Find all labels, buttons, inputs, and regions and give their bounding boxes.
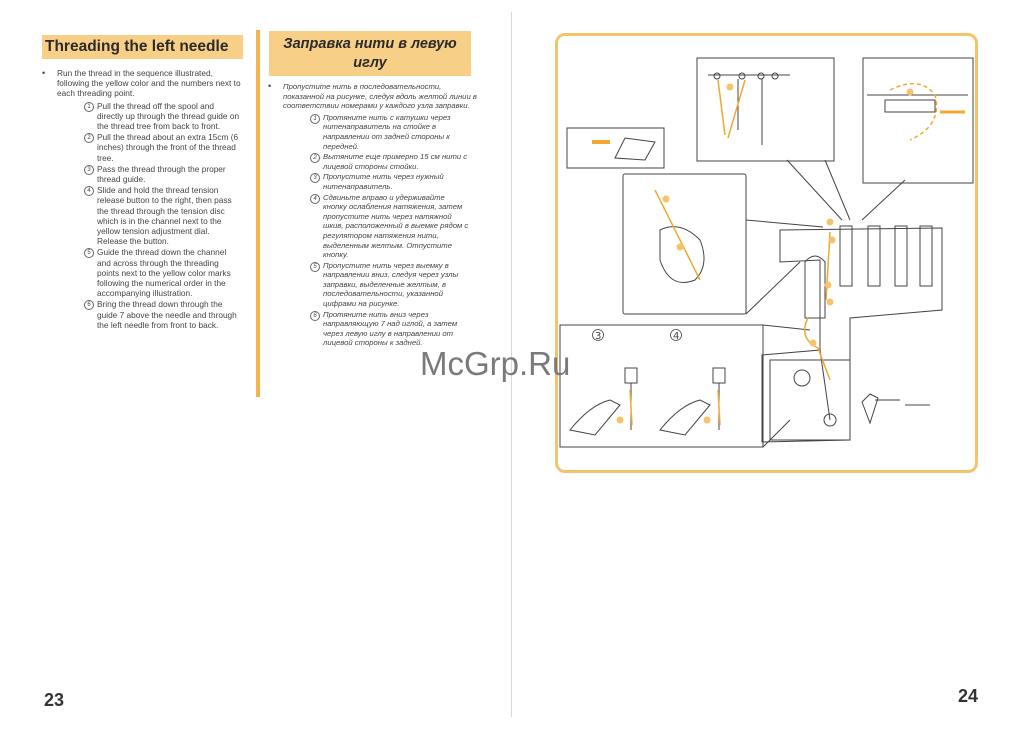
step-number-icon: 6 xyxy=(310,310,323,348)
english-title: Threading the left needle xyxy=(45,38,229,55)
step-number-icon: 6 xyxy=(84,299,97,330)
russian-step-text: Протяните нить вниз через направляющую 7 над иглой, а затем через левую иглу в направлении от лицевой стороны к задней. xyxy=(323,309,458,348)
bullet-icon: • xyxy=(268,81,272,91)
step-number-icon: 5 xyxy=(310,261,323,309)
bullet-icon: • xyxy=(42,68,46,78)
step-number-icon: 2 xyxy=(310,152,323,171)
figure-label-3: 3 xyxy=(595,331,602,342)
step-number-icon: 5 xyxy=(84,247,97,298)
russian-step-text: Протяните нить с катушки через нитенаправитель на стойке в направлении от задней стороны к передней. xyxy=(323,112,451,151)
tension-release-inset xyxy=(863,58,973,183)
russian-step-text: Вытяните еще примерно 15 см нити с лицевой стороны стойки. xyxy=(323,152,468,171)
russian-step-text: Пропустите нить через нужный нитенаправитель. xyxy=(323,172,444,191)
step-number-icon: 4 xyxy=(84,185,97,246)
step-number-icon: 4 xyxy=(310,193,323,260)
figure-label-4: 4 xyxy=(673,331,680,342)
step-number-icon: 3 xyxy=(310,172,323,191)
page-number-right: 24 xyxy=(958,686,979,706)
step-number-icon: 3 xyxy=(84,164,97,184)
english-step-text: Pass the thread through the proper thread guide. xyxy=(97,163,226,185)
step-number-icon: 2 xyxy=(84,132,97,163)
step-number-icon: 1 xyxy=(310,113,323,151)
russian-title-line1: Заправка нити в левую xyxy=(283,35,457,52)
button-inset xyxy=(567,128,664,168)
english-step-text: Bring the thread down through the guide 7 above the needle and through the left needle from front to back. xyxy=(97,299,237,330)
russian-step-text: Сдвиньте вправо и удерживайте кнопку ослабления натяжения, затем пропустите нить через натяжной шкив, расположенный в выемке рядом с регулятором натяжения нити, выделенным желтым. Отпустите кнопку. xyxy=(323,192,469,260)
russian-title-line2: иглу xyxy=(353,54,387,71)
hand-inset xyxy=(623,174,746,314)
english-step-text: Slide and hold the thread tension release button to the right, then pass the thread through the tension disc which is in the channel next to the yellow tension adjustment dial. Release the button. xyxy=(97,185,232,247)
watermark-text: McGrp.Ru xyxy=(420,345,571,382)
step-number-icon: 1 xyxy=(84,101,97,132)
english-step-text: Pull the thread off the spool and directly up through the thread guide on the thread tree from back to front. xyxy=(97,100,240,132)
english-step-text: Guide the thread down the channel and across through the threading points next to the yellow color marks following the numerical order in the accompanying illustration. xyxy=(97,247,231,299)
english-step-text: Pull the thread about an extra 15cm (6 inches) through the front of the thread tree. xyxy=(97,132,239,163)
page-number-left: 23 xyxy=(44,690,65,710)
russian-intro-text: Пропустите нить в последовательности, показанной на рисунке, следуя вдоль желтой линии в соответствии номерами у каждого узла заправки. xyxy=(283,82,477,111)
english-intro-text: Run the thread in the sequence illustrated, following the yellow color and the numbers next to each threading point. xyxy=(57,68,241,99)
russian-step-text: Пропустите нить через выемку в направлении вниз, следуя через узлы заправки, выделенные желтым, в последовательности, указанной цифрами на рисунке. xyxy=(323,260,459,309)
